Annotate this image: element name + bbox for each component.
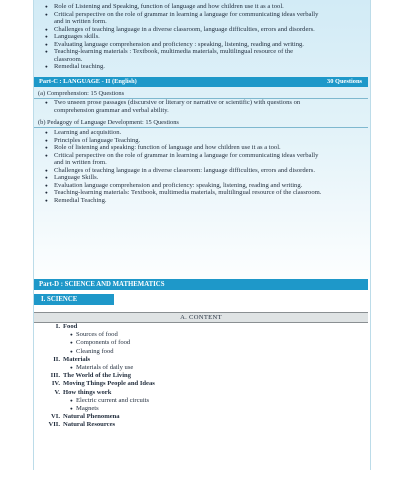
topic-row	[36, 413, 366, 421]
bullet-icon: ●	[70, 364, 73, 370]
list-item: ● Teaching-learning materials: Textbook, multimedia materials, multilingual resource of the classroom.	[36, 189, 367, 197]
list-item-continued: and in written form.	[54, 18, 107, 25]
topic-row	[36, 372, 366, 380]
pedagogy-heading	[34, 119, 368, 128]
topic-title: Moving Things People and Ideas	[63, 380, 155, 388]
part-d-header	[34, 279, 368, 290]
part-c-label: Part-C : LANGUAGE - II (English)	[39, 78, 137, 85]
top-bullet-list	[36, 3, 367, 71]
list-item: ● Critical perspective on the role of grammar in learning a language for communicating ideas verbally	[36, 11, 367, 19]
bullet-icon: ●	[70, 405, 73, 411]
subtopic-row	[36, 348, 366, 356]
topic-number: II.	[53, 355, 60, 363]
topic-row	[36, 323, 366, 331]
topic-number: I.	[55, 323, 60, 330]
pedagogy-list	[36, 129, 367, 204]
topic-title: How things work	[63, 388, 112, 396]
science-topic-list	[36, 323, 366, 429]
comprehension-heading	[34, 90, 368, 99]
list-item: ● Learning and acquisition.	[36, 129, 367, 137]
list-item-continued: comprehension grammar and verbal ability.	[54, 106, 169, 114]
bullet-icon: ●	[70, 348, 73, 354]
subtopic-title: Magnets	[76, 404, 99, 412]
bullet-icon: ●	[70, 397, 73, 403]
list-item: ● Teaching-learning materials : Textbook, multimedia materials, multilingual resource of the	[36, 48, 367, 56]
subtopic-title: Cleaning food	[76, 347, 114, 355]
topic-number: IV.	[51, 380, 60, 388]
list-item-continued: and in written from.	[54, 159, 107, 166]
content-heading: A. CONTENT	[34, 312, 368, 323]
subtopic-row	[36, 364, 366, 372]
topic-row	[36, 389, 366, 397]
topic-title: Materials	[63, 355, 91, 363]
bullet-icon: ●	[70, 332, 73, 338]
list-item: ● Languages skills.	[36, 33, 367, 41]
list-item: ● Language Skills.	[36, 174, 367, 182]
comprehension-list	[36, 99, 367, 114]
part-d-label: Part-D : SCIENCE AND MATHEMATICS	[39, 281, 165, 288]
science-section-header	[34, 294, 114, 305]
list-item: ● Remedial Teaching.	[36, 197, 367, 205]
subtopic-row	[36, 397, 366, 405]
subtopic-row	[36, 331, 366, 339]
subtopic-title: Electric current and circuits	[76, 396, 150, 404]
list-item: ● Evaluating language comprehension and proficiency : speaking, listening, reading and writing.	[36, 41, 367, 49]
panel-bottom	[33, 470, 369, 500]
topic-title: Food	[63, 323, 78, 330]
topic-title: Natural Resources	[63, 421, 116, 429]
list-item-continued: classroom.	[54, 55, 83, 63]
pedagogy-heading-text: (b) Pedagogy of Language Development: 15 Questions	[38, 119, 179, 126]
topic-number: III.	[50, 372, 60, 380]
bullet-icon: ●	[70, 340, 73, 346]
topic-number: VII.	[48, 421, 60, 429]
part-c-questions: 30 Questions	[327, 78, 362, 85]
topic-title: The World of the Living	[63, 372, 132, 380]
topic-title: Natural Phenomena	[63, 413, 120, 421]
science-label: I. SCIENCE	[41, 296, 78, 303]
list-item: ● Two unseen prose passages (discursive or literary or narrative or scientific) with questions on	[36, 99, 367, 107]
subtopic-title: Materials of daily use	[76, 363, 134, 371]
topic-number: V.	[54, 388, 60, 396]
comprehension-heading-text: (a) Comprehension: 15 Questions	[38, 90, 125, 97]
topic-number: VI.	[51, 413, 60, 421]
part-c-header	[34, 77, 368, 87]
list-item: ● Remedial teaching.	[36, 63, 367, 71]
subtopic-title: Sources of food	[76, 331, 118, 339]
list-item: ● Evaluation language comprehension and proficiency: speaking, listening, reading and writing.	[36, 182, 367, 190]
list-item: ● Role of Listening and Speaking, function of language and how children use it as a tool.	[36, 3, 367, 11]
list-item: ● Challenges of teaching language in a diverse classroom: language difficulties, errors and disorders.	[36, 167, 367, 175]
list-item: ● Role of listening and speaking: function of language and how children use it as a tool.	[36, 144, 367, 152]
subtopic-row	[36, 339, 366, 347]
subtopic-row	[36, 405, 366, 413]
list-item: ● Challenges of teaching language in a diverse classroom, language difficulties, errors and disorders.	[36, 26, 367, 34]
topic-row	[36, 421, 366, 429]
subtopic-title: Components of food	[76, 339, 131, 347]
topic-row	[36, 356, 366, 364]
list-item: ● Principles of language Teaching.	[36, 137, 367, 145]
topic-row	[36, 380, 366, 388]
list-item: ● Critical perspective on the role of grammar in learning a language for communicating ideas verbally	[36, 152, 367, 160]
